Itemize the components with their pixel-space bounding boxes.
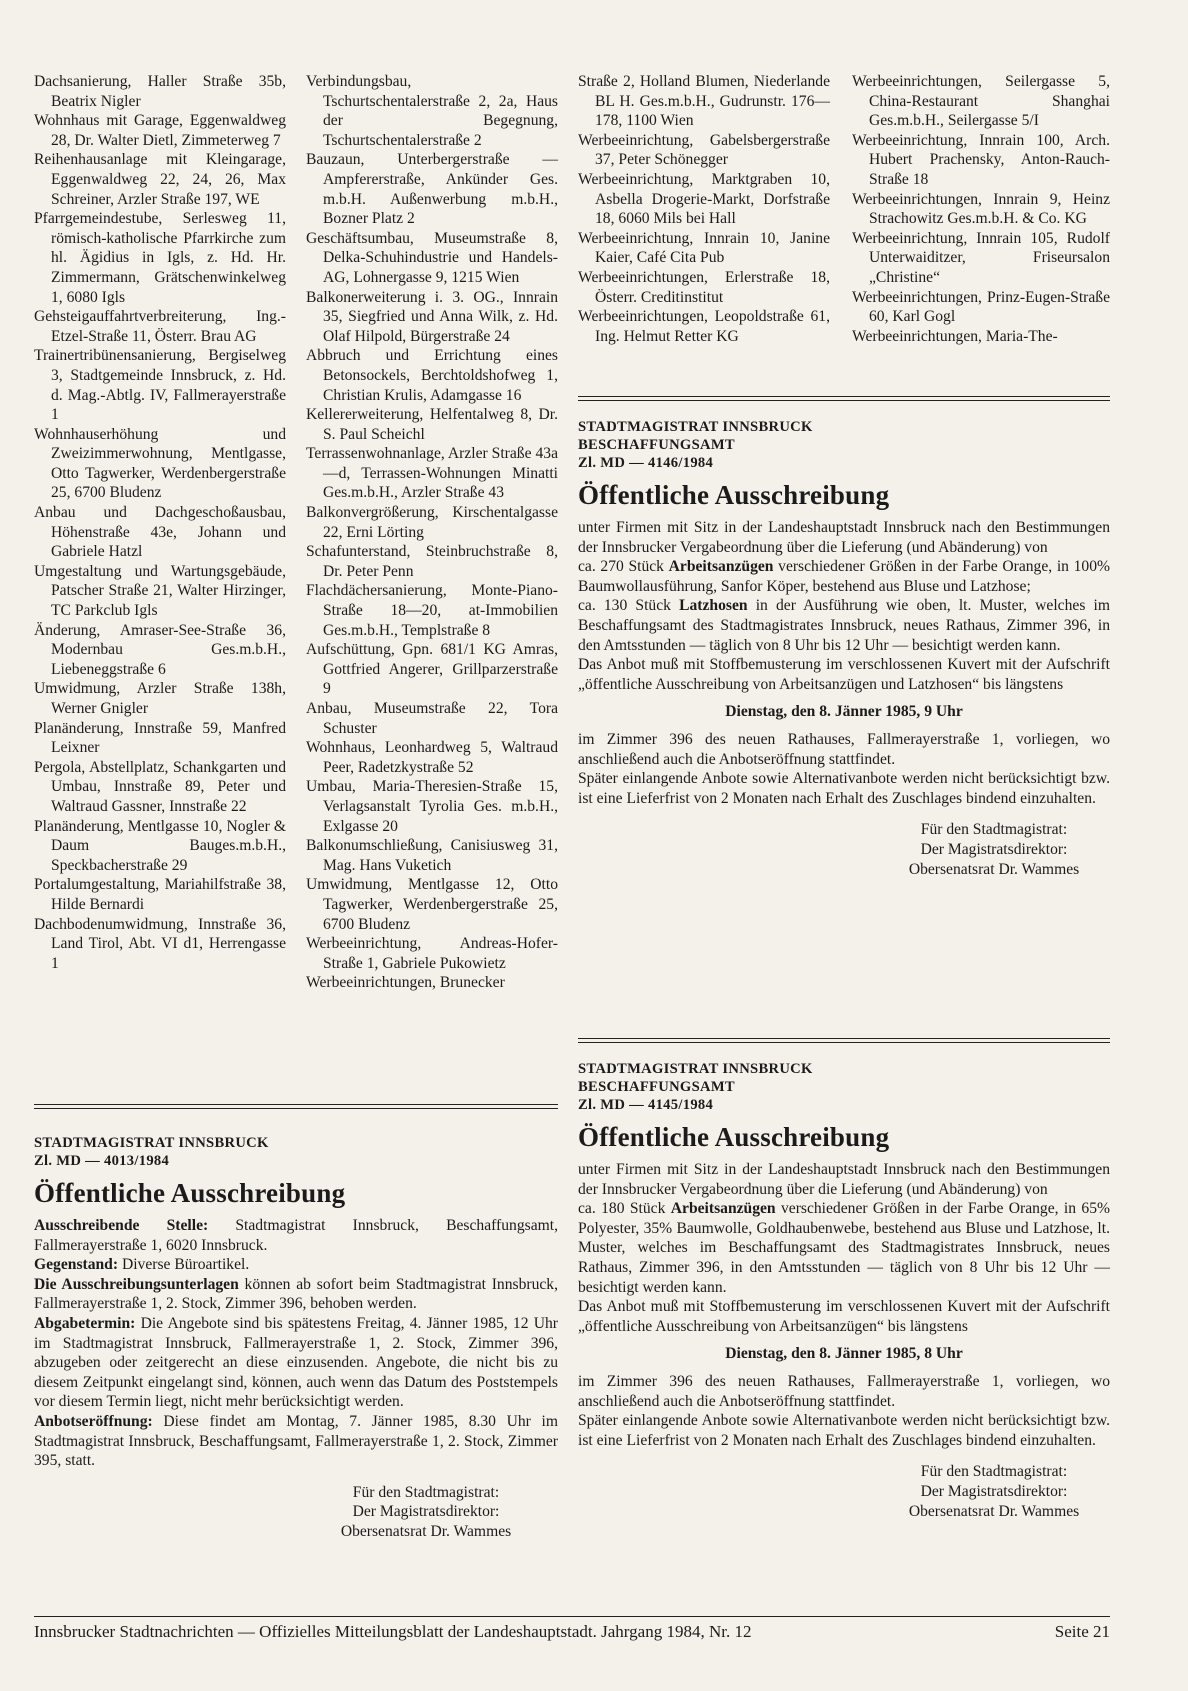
list-item: Balkonvergrößerung, Kirschentalgasse 22, Erni Lörting xyxy=(306,504,558,541)
notice-late: Später einlangende Anbote sowie Alternativanbote werden nicht berücksichtigt bzw. ist eine Lieferfrist von 2 Monaten nach Erhalt des Zuschlages bindend einzuhalten. xyxy=(578,1412,1110,1449)
notice-deadline: Dienstag, den 8. Jänner 1985, 8 Uhr xyxy=(725,1345,963,1363)
list-item: Reihenhausanlage mit Kleingarage, Eggenwaldweg 22, 24, 26, Max Schreiner, Arzler Straße 197, WE xyxy=(34,151,286,208)
list-item: Aufschüttung, Gpn. 681/1 KG Amras, Gottfried Angerer, Grillparzerstraße 9 xyxy=(306,641,558,698)
notice-office: BESCHAFFUNGSAMT xyxy=(578,1079,735,1095)
page-number: Seite 21 xyxy=(1054,1622,1110,1641)
permit-list-column-2 xyxy=(306,72,558,993)
notice-title: Öffentliche Ausschreibung xyxy=(578,1122,890,1152)
notice-paragraph: Abgabetermin: Die Angebote sind bis spätestens Freitag, 4. Jänner 1985, 12 Uhr im Stadtmagistrat Innsbruck, Fallmerayerstraße 1, 2. Stock, Zimmer 396, abzugeben oder zeitgerecht an diese einzusenden. Angebote, die nicht bis zu diesem Zeitpunkt eingelangt sind, können, auch wenn das Datum des Poststempels vor diesem Termin liegt, nicht mehr berücksichtigt werden. xyxy=(34,1314,558,1411)
list-item: Anbau und Dachgeschoßausbau, Höhenstraße 43e, Johann und Gabriele Hatzl xyxy=(34,504,286,561)
notice-paragraph: Anbotseröffnung: Diese findet am Montag, 7. Jänner 1985, 8.30 Uhr im Stadtmagistrat Innsbruck, Beschaffungsamt, Fallmerayerstraße 1, 2. Stock, Zimmer 395, statt. xyxy=(34,1412,558,1470)
list-item: Werbeeinrichtungen, Erlerstraße 18, Österr. Creditinstitut xyxy=(578,268,830,306)
list-item: Pergola, Abstellplatz, Schankgarten und Umbau, Innstraße 89, Peter und Waltraud Gassner, Innstraße 22 xyxy=(34,758,286,815)
list-item: Umgestaltung und Wartungsgebäude, Patscher Straße 21, Walter Hirzinger, TC Parkclub Igls xyxy=(34,562,286,620)
notice-reference: Zl. MD — 4013/1984 xyxy=(34,1153,170,1169)
list-item: Werbeeinrichtungen, Maria-The- xyxy=(852,327,1058,345)
list-item: Werbeeinrichtung, Innrain 10, Janine Kaier, Café Cita Pub xyxy=(578,229,830,267)
list-item: Planänderung, Mentlgasse 10, Nogler & Daum Bauges.m.b.H., Speckbacherstraße 29 xyxy=(34,817,286,874)
notice-item: ca. 180 Stück Arbeitsanzügen verschiedener Größen in der Farbe Orange, in 65% Polyester, 35% Baumwolle, Goldhaubenwebe, bestehend aus Bluse und Latzhose, lt. Muster, welches im Beschaffungsamt des Stadtmagistrates Innsbruck, neues Rathaus, Zimmer 396, in den Amtsstunden — täglich von 8 Uhr bis 12 Uhr — besichtigt werden kann. xyxy=(578,1200,1110,1296)
list-item: Planänderung, Innstraße 59, Manfred Leixner xyxy=(34,719,286,757)
notice-item: ca. 130 Stück Latzhosen in der Ausführung wie oben, lt. Muster, welches im Beschaffungsamt des Stadtmagistrates Innsbruck, neues Rathaus, Zimmer 396, in den Amtsstunden — täglich von 8 Uhr bis 12 Uhr — besichtigt werden kann. xyxy=(578,597,1110,654)
signature-line: Der Magistratsdirektor: xyxy=(920,1482,1068,1500)
permit-list-column-3 xyxy=(578,72,830,346)
list-item: Balkonerweiterung i. 3. OG., Innrain 35, Siegfried und Anna Wilk, z. Hd. Olaf Hilpold, Bürgerstraße 24 xyxy=(306,288,558,345)
list-item: Werbeeinrichtung, Innrain 100, Arch. Hubert Prachensky, Anton-Rauch-Straße 18 xyxy=(852,131,1110,188)
list-item: Werbeeinrichtungen, Brunecker xyxy=(306,974,505,992)
list-item: Pfarrgemeindestube, Serlesweg 11, römisch-katholische Pfarrkirche zum hl. Ägidius in Igls, z. Hd. Hr. Zimmermann, Grätschenwinkelweg 1, 6080 Igls xyxy=(34,210,286,306)
tender-notice-4145 xyxy=(578,1060,1110,1521)
list-item: Trainertribünensanierung, Bergiselweg 3, Stadtgemeinde Innsbruck, z. Hd. d. Mag.-Abtlg. IV, Fallmerayerstraße 1 xyxy=(34,347,286,424)
tender-notice-4013 xyxy=(34,1134,558,1542)
notice-anbot: Das Anbot muß mit Stoffbemusterung im verschlossenen Kuvert mit der Aufschrift „öffentliche Ausschreibung von Arbeitsanzügen“ bis längstens xyxy=(578,1298,1110,1335)
list-item: Portalumgestaltung, Mariahilfstraße 38, Hilde Bernardi xyxy=(34,876,286,913)
tender-notice-4146 xyxy=(578,418,1110,879)
list-item: Abbruch und Errichtung eines Betonsockels, Berchtoldshofweg 1, Christian Krulis, Adamgasse 16 xyxy=(306,347,558,404)
section-divider xyxy=(578,1038,1110,1043)
list-item: Umbau, Maria-Theresien-Straße 15, Verlagsanstalt Tyrolia Ges. m.b.H., Exlgasse 20 xyxy=(306,778,558,835)
notice-title: Öffentliche Ausschreibung xyxy=(578,480,890,510)
list-item: Gehsteigauffahrtverbreiterung, Ing.-Etzel-Straße 11, Österr. Brau AG xyxy=(34,308,286,345)
notice-paragraph: Gegenstand: Diverse Büroartikel. xyxy=(34,1256,250,1274)
list-item: Werbeeinrichtung, Andreas-Hofer-Straße 1, Gabriele Pukowietz xyxy=(306,935,558,972)
notice-intro: unter Firmen mit Sitz in der Landeshauptstadt Innsbruck nach den Bestimmungen der Innsbrucker Vergabeordnung über die Lieferung (und Abänderung) von xyxy=(578,1161,1110,1198)
list-item: Kellererweiterung, Helfentalweg 8, Dr. S. Paul Scheichl xyxy=(306,406,558,443)
signature-name: Obersenatsrat Dr. Wammes xyxy=(908,860,1080,878)
list-item: Werbeeinrichtungen, Leopoldstraße 61, Ing. Helmut Retter KG xyxy=(578,308,830,345)
list-item: Verbindungsbau, Tschurtschentalerstraße 2, 2a, Haus der Begegnung, Tschurtschentalerstraße 2 xyxy=(306,73,558,149)
list-item: Anbau, Museumstraße 22, Tora Schuster xyxy=(306,700,558,737)
section-divider xyxy=(578,396,1110,401)
list-item: Straße 2, Holland Blumen, Niederlande BL H. Ges.m.b.H., Gudrunstr. 176—178, 1100 Wien xyxy=(578,73,830,130)
list-item: Werbeeinrichtung, Gabelsbergerstraße 37, Peter Schönegger xyxy=(578,131,830,169)
list-item: Wohnhaus, Leonhardweg 5, Waltraud Peer, Radetzkystraße 52 xyxy=(306,739,558,776)
publication-line: Innsbrucker Stadtnachrichten — Offizielles Mitteilungsblatt der Landeshauptstadt. Jahrgang 1984, Nr. 12 xyxy=(34,1622,752,1641)
list-item: Werbeeinrichtung, Marktgraben 10, Asbella Drogerie-Markt, Dorfstraße 18, 6060 Mils bei Hall xyxy=(578,170,830,228)
list-item: Flachdächersanierung, Monte-Piano-Straße 18—20, at-Immobilien Ges.m.b.H., Templstraße 8 xyxy=(306,582,558,639)
list-item: Umwidmung, Mentlgasse 12, Otto Tagwerker, Werdenbergerstraße 25, 6700 Bludenz xyxy=(306,876,558,933)
list-item: Bauzaun, Unterbergerstraße — Ampfererstraße, Ankünder Ges. m.b.H. Außenwerbung m.b.H., Bozner Platz 2 xyxy=(306,151,558,228)
notice-room: im Zimmer 396 des neuen Rathauses, Fallmerayerstraße 1, vorliegen, wo anschließend auch die Anbotseröffnung stattfindet. xyxy=(578,1372,1110,1410)
notice-office: BESCHAFFUNGSAMT xyxy=(578,437,735,453)
notice-intro: unter Firmen mit Sitz in der Landeshauptstadt Innsbruck nach den Bestimmungen der Innsbrucker Vergabeordnung über die Lieferung (und Abänderung) von xyxy=(578,519,1110,556)
permit-list-column-4 xyxy=(852,72,1110,346)
notice-reference: Zl. MD — 4145/1984 xyxy=(578,1097,714,1113)
notice-paragraph: Die Ausschreibungsunterlagen können ab sofort beim Stadtmagistrat Innsbruck, Fallmerayerstraße 1, 2. Stock, Zimmer 396, behoben werden. xyxy=(34,1275,558,1313)
notice-authority: STADTMAGISTRAT INNSBRUCK xyxy=(34,1135,269,1151)
notice-paragraph: Ausschreibende Stelle: Stadtmagistrat Innsbruck, Beschaffungsamt, Fallmerayerstraße 1, 6020 Innsbruck. xyxy=(34,1217,558,1254)
list-item: Umwidmung, Arzler Straße 138h, Werner Gnigler xyxy=(34,680,286,717)
signature-line: Für den Stadtmagistrat: xyxy=(920,1463,1068,1481)
notice-item: ca. 270 Stück Arbeitsanzügen verschiedener Größen in der Farbe Orange, in 100% Baumwollausführung, Sanfor Köper, bestehend aus Bluse und Latzhose; xyxy=(578,558,1110,595)
signature-line: Der Magistratsdirektor: xyxy=(920,840,1068,858)
notice-reference: Zl. MD — 4146/1984 xyxy=(578,455,714,471)
notice-late: Später einlangende Anbote sowie Alternativanbote werden nicht berücksichtigt bzw. ist eine Lieferfrist von 2 Monaten nach Erhalt des Zuschlages bindend einzuhalten. xyxy=(578,770,1110,807)
notice-room: im Zimmer 396 des neuen Rathauses, Fallmerayerstraße 1, vorliegen, wo anschließend auch die Anbotseröffnung stattfindet. xyxy=(578,730,1110,768)
list-item: Dachbodenumwidmung, Innstraße 36, Land Tirol, Abt. VI d1, Herrengasse 1 xyxy=(34,915,286,972)
section-divider xyxy=(34,1104,558,1109)
list-item: Werbeeinrichtungen, Innrain 9, Heinz Strachowitz Ges.m.b.H. & Co. KG xyxy=(852,190,1110,228)
list-item: Terrassenwohnanlage, Arzler Straße 43a—d, Terrassen-Wohnungen Minatti Ges.m.b.H., Arzler Straße 43 xyxy=(306,445,558,502)
list-item: Wohnhauserhöhung und Zweizimmerwohnung, Mentlgasse, Otto Tagwerker, Werdenbergerstraße 25, 6700 Bludenz xyxy=(34,425,286,502)
list-item: Werbeeinrichtungen, Prinz-Eugen-Straße 60, Karl Gogl xyxy=(852,288,1110,326)
notice-authority: STADTMAGISTRAT INNSBRUCK xyxy=(578,419,813,435)
permit-list-column-1 xyxy=(34,72,286,973)
notice-deadline: Dienstag, den 8. Jänner 1985, 9 Uhr xyxy=(725,703,963,721)
list-item: Geschäftsumbau, Museumstraße 8, Delka-Schuhindustrie und Handels-AG, Lohnergasse 9, 1215 Wien xyxy=(306,229,558,286)
list-item: Änderung, Amraser-See-Straße 36, Modernbau Ges.m.b.H., Liebeneggstraße 6 xyxy=(34,621,286,678)
list-item: Werbeeinrichtungen, Seilergasse 5, China-Restaurant Shanghai Ges.m.b.H., Seilergasse 5/I xyxy=(852,73,1110,130)
list-item: Wohnhaus mit Garage, Eggenwaldweg 28, Dr. Walter Dietl, Zimmeterweg 7 xyxy=(34,112,286,149)
list-item: Schafunterstand, Steinbruchstraße 8, Dr. Peter Penn xyxy=(306,543,558,580)
notice-title: Öffentliche Ausschreibung xyxy=(34,1178,346,1208)
signature-line: Für den Stadtmagistrat: xyxy=(352,1483,500,1501)
page-footer xyxy=(34,1616,1110,1643)
notice-anbot: Das Anbot muß mit Stoffbemusterung im verschlossenen Kuvert mit der Aufschrift „öffentliche Ausschreibung von Arbeitsanzügen und Latzhosen“ bis längstens xyxy=(578,656,1110,693)
list-item: Werbeeinrichtung, Innrain 105, Rudolf Unterwaiditzer, Friseursalon „Christine“ xyxy=(852,229,1110,286)
signature-name: Obersenatsrat Dr. Wammes xyxy=(340,1522,512,1540)
notice-authority: STADTMAGISTRAT INNSBRUCK xyxy=(578,1061,813,1077)
list-item: Balkonumschließung, Canisiusweg 31, Mag. Hans Vuketich xyxy=(306,837,558,874)
signature-line: Für den Stadtmagistrat: xyxy=(920,821,1068,839)
signature-line: Der Magistratsdirektor: xyxy=(352,1503,500,1521)
list-item: Dachsanierung, Haller Straße 35b, Beatrix Nigler xyxy=(34,73,286,110)
signature-name: Obersenatsrat Dr. Wammes xyxy=(908,1502,1080,1520)
